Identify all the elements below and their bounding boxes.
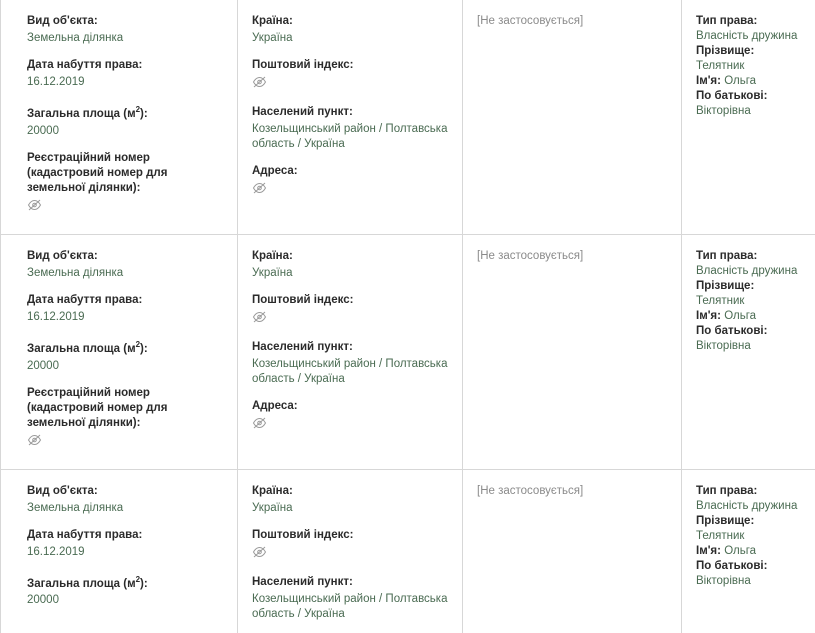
acquisition-date-value: 16.12.2019 <box>27 76 85 88</box>
locality-field <box>252 105 450 152</box>
total-area-label: Загальна площа $(м^2)$: <box>27 574 148 590</box>
firstname-label: Ім'я: <box>696 544 721 557</box>
right-type-label: Тип права: <box>696 484 758 497</box>
right-type-field <box>696 14 803 44</box>
hidden-eye-icon <box>252 181 267 194</box>
surname-value: Телятник <box>696 529 745 542</box>
country-field <box>252 249 450 281</box>
postal-code-label: Поштовий індекс: <box>252 293 354 306</box>
hidden-eye-icon <box>27 433 42 446</box>
object-cell <box>1 234 238 469</box>
object-type-value: Земельна ділянка <box>27 266 124 279</box>
registration-number-value <box>27 198 225 216</box>
right-type-value: Власність дружина <box>696 264 798 277</box>
patronymic-label: По батькові: <box>696 559 768 572</box>
firstname-value: Ольга <box>724 544 757 557</box>
country-label: Країна: <box>252 484 293 497</box>
hidden-eye-icon <box>252 416 267 429</box>
acquisition-date-label: Дата набуття права: <box>27 293 143 306</box>
object-type-field <box>27 14 225 46</box>
patronymic-field <box>696 559 803 589</box>
right-type-value: Власність дружина <box>696 30 798 42</box>
total-area-label: Загальна площа $(м^2)$: <box>27 339 148 355</box>
firstname-field <box>696 74 803 89</box>
surname-label: Прізвище: <box>696 279 755 292</box>
locality-field <box>252 340 450 387</box>
address-value <box>252 181 450 199</box>
surname-field <box>696 279 803 309</box>
hidden-eye-icon <box>252 310 267 323</box>
right-type-value: Власність дружина <box>696 499 798 512</box>
object-cell <box>1 469 238 633</box>
acquisition-date-field <box>27 528 225 560</box>
patronymic-label: По батькові: <box>696 90 768 102</box>
not-applicable-text: [Не застосовується] <box>477 15 584 27</box>
locality-value: Козельщинський район / Полтавська область / Україна <box>252 592 448 620</box>
right-type-field <box>696 249 803 279</box>
patronymic-value: Вікторівна <box>696 339 751 352</box>
address-field <box>252 399 450 434</box>
total-area-label: Загальна площа $(м^2)$: <box>27 105 148 120</box>
registration-number-value <box>27 433 225 451</box>
postal-code-value <box>252 75 450 93</box>
address-label: Адреса: <box>252 165 298 177</box>
acquisition-date-value: 16.12.2019 <box>27 310 85 323</box>
square-meter-exponent: 2 <box>135 339 141 349</box>
registration-number-label: Реєстраційний номер (кадастровий номер для земельної ділянки): <box>27 386 168 429</box>
rights-cell <box>682 469 815 633</box>
total-area-value: 20000 <box>27 359 59 372</box>
firstname-field <box>696 544 803 559</box>
acquisition-date-label: Дата набуття права: <box>27 528 143 541</box>
registration-number-field <box>27 151 225 216</box>
address-cell <box>238 234 463 469</box>
surname-value: Телятник <box>696 60 745 72</box>
total-area-field <box>27 572 225 609</box>
country-label: Країна: <box>252 15 293 27</box>
table-row <box>1 469 815 633</box>
locality-label: Населений пункт: <box>252 106 353 118</box>
country-label: Країна: <box>252 249 293 262</box>
country-value: Україна <box>252 501 293 514</box>
address-cell <box>238 469 463 633</box>
postal-code-field <box>252 293 450 328</box>
acquisition-date-field <box>27 58 225 90</box>
postal-code-value <box>252 545 450 563</box>
total-area-field <box>27 337 225 374</box>
country-value: Україна <box>252 32 293 44</box>
locality-value: Козельщинський район / Полтавська область / Україна <box>252 357 448 385</box>
postal-code-label: Поштовий індекс: <box>252 59 354 71</box>
postal-code-label: Поштовий індекс: <box>252 528 354 541</box>
surname-field <box>696 44 803 74</box>
right-type-label: Тип права: <box>696 15 758 27</box>
firstname-value: Ольга <box>724 309 757 322</box>
surname-label: Прізвище: <box>696 45 755 57</box>
not-applicable-cell <box>463 469 682 633</box>
rights-cell <box>682 0 815 234</box>
object-type-label: Вид об'єкта: <box>27 15 98 27</box>
total-area-value: 20000 <box>27 124 59 137</box>
object-type-value: Земельна ділянка <box>27 32 124 44</box>
surname-label: Прізвище: <box>696 514 755 527</box>
hidden-eye-icon <box>27 198 42 211</box>
country-field <box>252 14 450 46</box>
table-row <box>1 0 815 234</box>
acquisition-date-label: Дата набуття права: <box>27 59 143 71</box>
table-row <box>1 234 815 469</box>
rights-cell <box>682 234 815 469</box>
address-label: Адреса: <box>252 399 298 412</box>
property-table-body <box>1 0 815 633</box>
acquisition-date-value: 16.12.2019 <box>27 545 85 558</box>
firstname-field <box>696 309 803 324</box>
patronymic-value: Вікторівна <box>696 574 751 587</box>
not-applicable-text: [Не застосовується] <box>477 249 584 262</box>
locality-value: Козельщинський район / Полтавська область / Україна <box>252 123 448 150</box>
object-type-field <box>27 484 225 516</box>
patronymic-field <box>696 324 803 354</box>
address-cell <box>238 0 463 234</box>
not-applicable-cell <box>463 0 682 234</box>
patronymic-label: По батькові: <box>696 324 768 337</box>
right-type-label: Тип права: <box>696 249 758 262</box>
postal-code-field <box>252 58 450 93</box>
firstname-value: Ольга <box>724 75 757 87</box>
acquisition-date-field <box>27 293 225 325</box>
registration-number-field <box>27 386 225 451</box>
country-field <box>252 484 450 516</box>
object-type-value: Земельна ділянка <box>27 501 124 514</box>
square-meter-exponent: 2 <box>135 105 141 114</box>
not-applicable-cell <box>463 234 682 469</box>
object-cell <box>1 0 238 234</box>
locality-field <box>252 575 450 622</box>
object-type-label: Вид об'єкта: <box>27 249 98 262</box>
firstname-label: Ім'я: <box>696 75 721 87</box>
hidden-eye-icon <box>252 545 267 558</box>
square-meter-exponent: 2 <box>135 574 141 584</box>
patronymic-value: Вікторівна <box>696 105 751 117</box>
postal-code-value <box>252 310 450 328</box>
total-area-field <box>27 102 225 139</box>
country-value: Україна <box>252 266 293 279</box>
surname-value: Телятник <box>696 294 745 307</box>
postal-code-field <box>252 528 450 563</box>
firstname-label: Ім'я: <box>696 309 721 322</box>
hidden-eye-icon <box>252 75 267 88</box>
object-type-label: Вид об'єкта: <box>27 484 98 497</box>
patronymic-field <box>696 89 803 119</box>
object-type-field <box>27 249 225 281</box>
registration-number-label: Реєстраційний номер (кадастровий номер для земельної ділянки): <box>27 151 168 194</box>
address-value <box>252 416 450 434</box>
surname-field <box>696 514 803 544</box>
right-type-field <box>696 484 803 514</box>
total-area-value: 20000 <box>27 594 59 607</box>
locality-label: Населений пункт: <box>252 575 353 588</box>
not-applicable-text: [Не застосовується] <box>477 484 584 497</box>
locality-label: Населений пункт: <box>252 340 353 353</box>
address-field <box>252 164 450 199</box>
